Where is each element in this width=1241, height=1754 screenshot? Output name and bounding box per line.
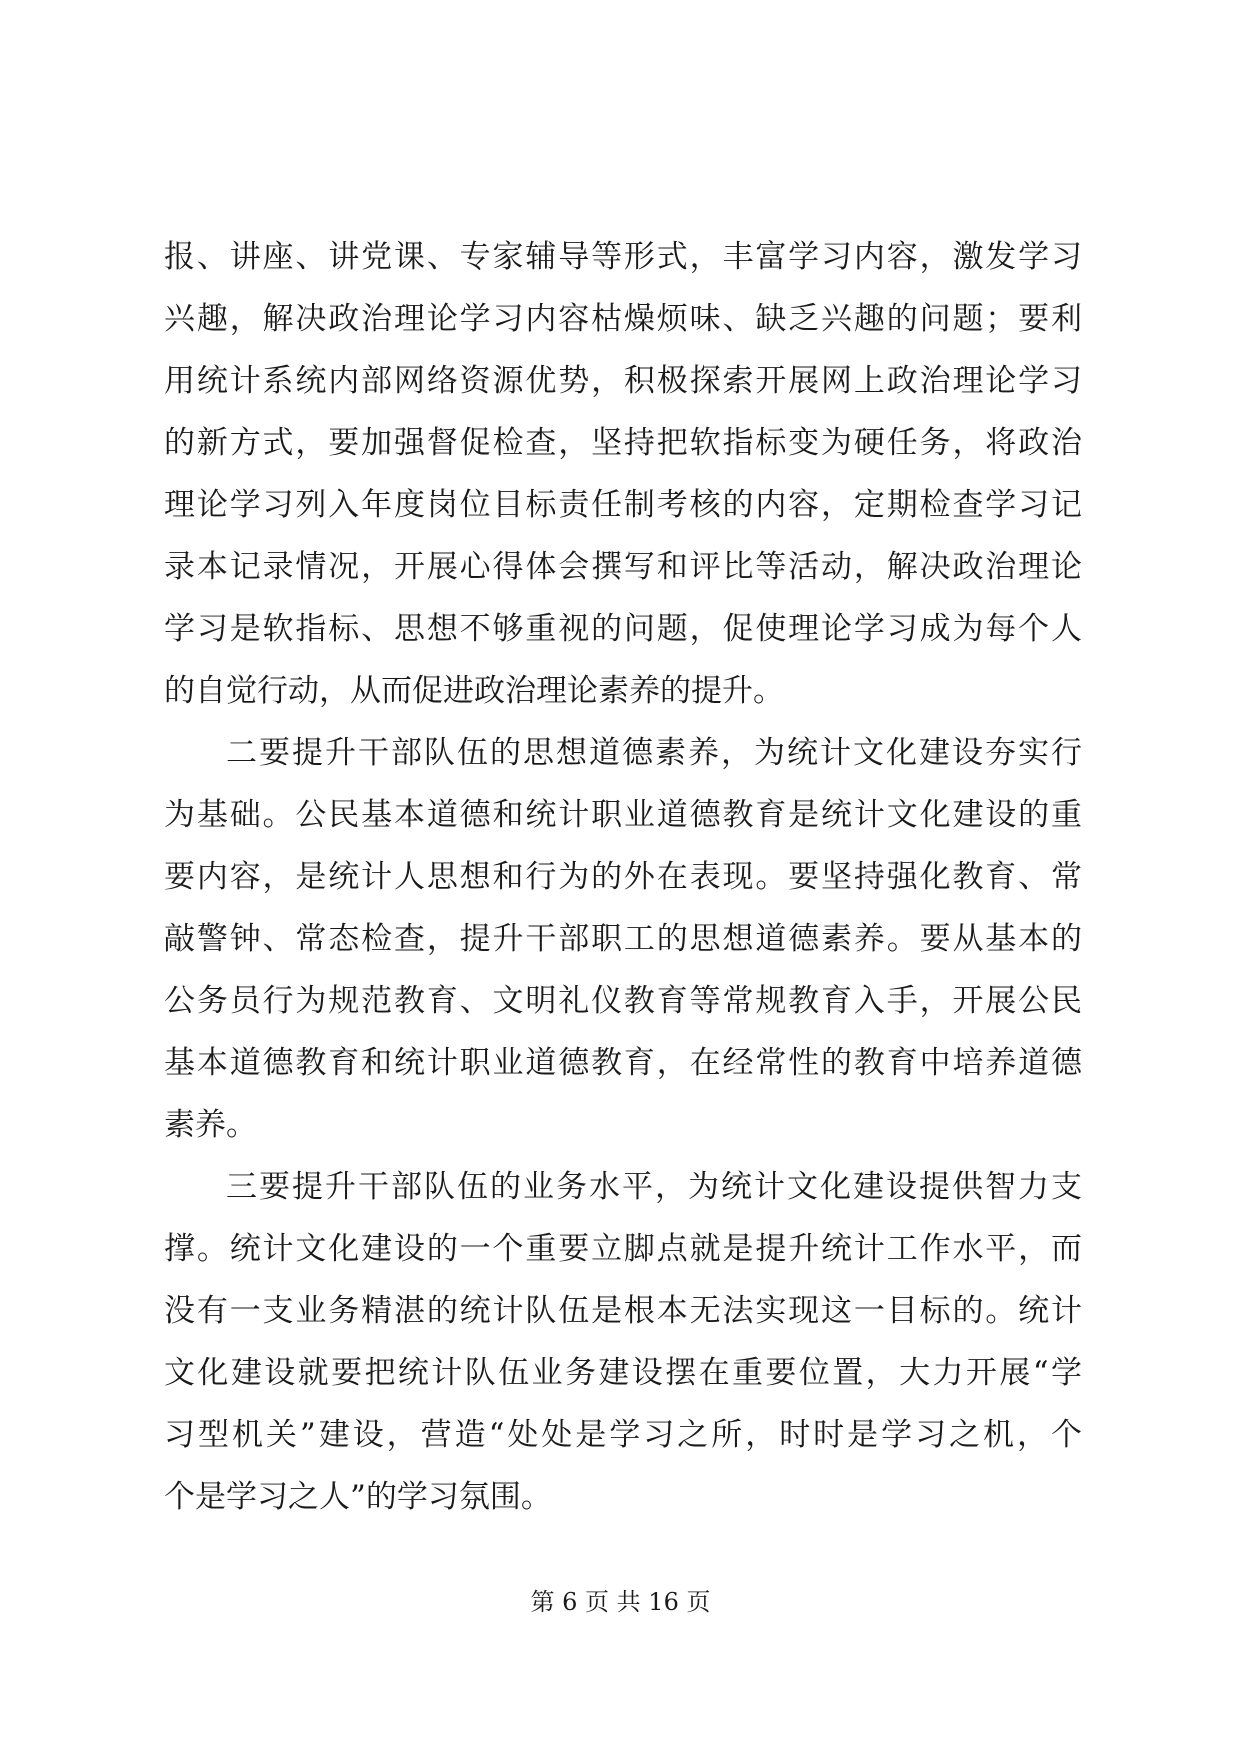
text-line: 公务员行为规范教育、文明礼仪教育等常规教育入手，开展公民 — [164, 983, 1082, 1019]
text-line: 报、讲座、讲党课、专家辅导等形式，丰富学习内容，激发学习 — [164, 239, 1082, 275]
text-line: 没有一支业务精湛的统计队伍是根本无法实现这一目标的。统计 — [164, 1293, 1082, 1329]
text-line: 要内容，是统计人思想和行为的外在表现。要坚持强化教育、常 — [164, 859, 1082, 895]
body-text — [164, 226, 1082, 1528]
text-line: 的新方式，要加强督促检查，坚持把软指标变为硬任务，将政治 — [164, 425, 1082, 461]
text-line: 录本记录情况，开展心得体会撰写和评比等活动，解决政治理论 — [164, 549, 1082, 585]
text-line: 二要提升干部队伍的思想道德素养，为统计文化建设夯实行 — [226, 735, 1082, 771]
text-line: 素养。 — [164, 1107, 257, 1143]
text-line: 理论学习列入年度岗位目标责任制考核的内容，定期检查学习记 — [164, 487, 1082, 523]
text-line: 基本道德教育和统计职业道德教育，在经常性的教育中培养道德 — [164, 1045, 1082, 1081]
text-line: 三要提升干部队伍的业务水平，为统计文化建设提供智力支 — [226, 1169, 1082, 1205]
text-line: 兴趣，解决政治理论学习内容枯燥烦味、缺乏兴趣的问题；要利 — [164, 301, 1082, 337]
text-line: 文化建设就要把统计队伍业务建设摆在重要位置，大力开展“学 — [164, 1355, 1082, 1391]
text-line: 敲警钟、常态检查，提升干部职工的思想道德素养。要从基本的 — [164, 921, 1082, 957]
text-line: 学习是软指标、思想不够重视的问题，促使理论学习成为每个人 — [164, 611, 1082, 647]
text-line: 为基础。公民基本道德和统计职业道德教育是统计文化建设的重 — [164, 797, 1082, 833]
text-line: 个是学习之人”的学习氛围。 — [164, 1479, 552, 1515]
text-line: 用统计系统内部网络资源优势，积极探索开展网上政治理论学习 — [164, 363, 1082, 399]
page-number-footer: 第 6 页 共 16 页 — [530, 1588, 711, 1616]
text-line: 撑。统计文化建设的一个重要立脚点就是提升统计工作水平，而 — [164, 1231, 1082, 1267]
text-line: 的自觉行动，从而促进政治理论素养的提升。 — [164, 673, 784, 709]
text-line: 习型机关”建设，营造“处处是学习之所，时时是学习之机，个 — [164, 1417, 1082, 1453]
